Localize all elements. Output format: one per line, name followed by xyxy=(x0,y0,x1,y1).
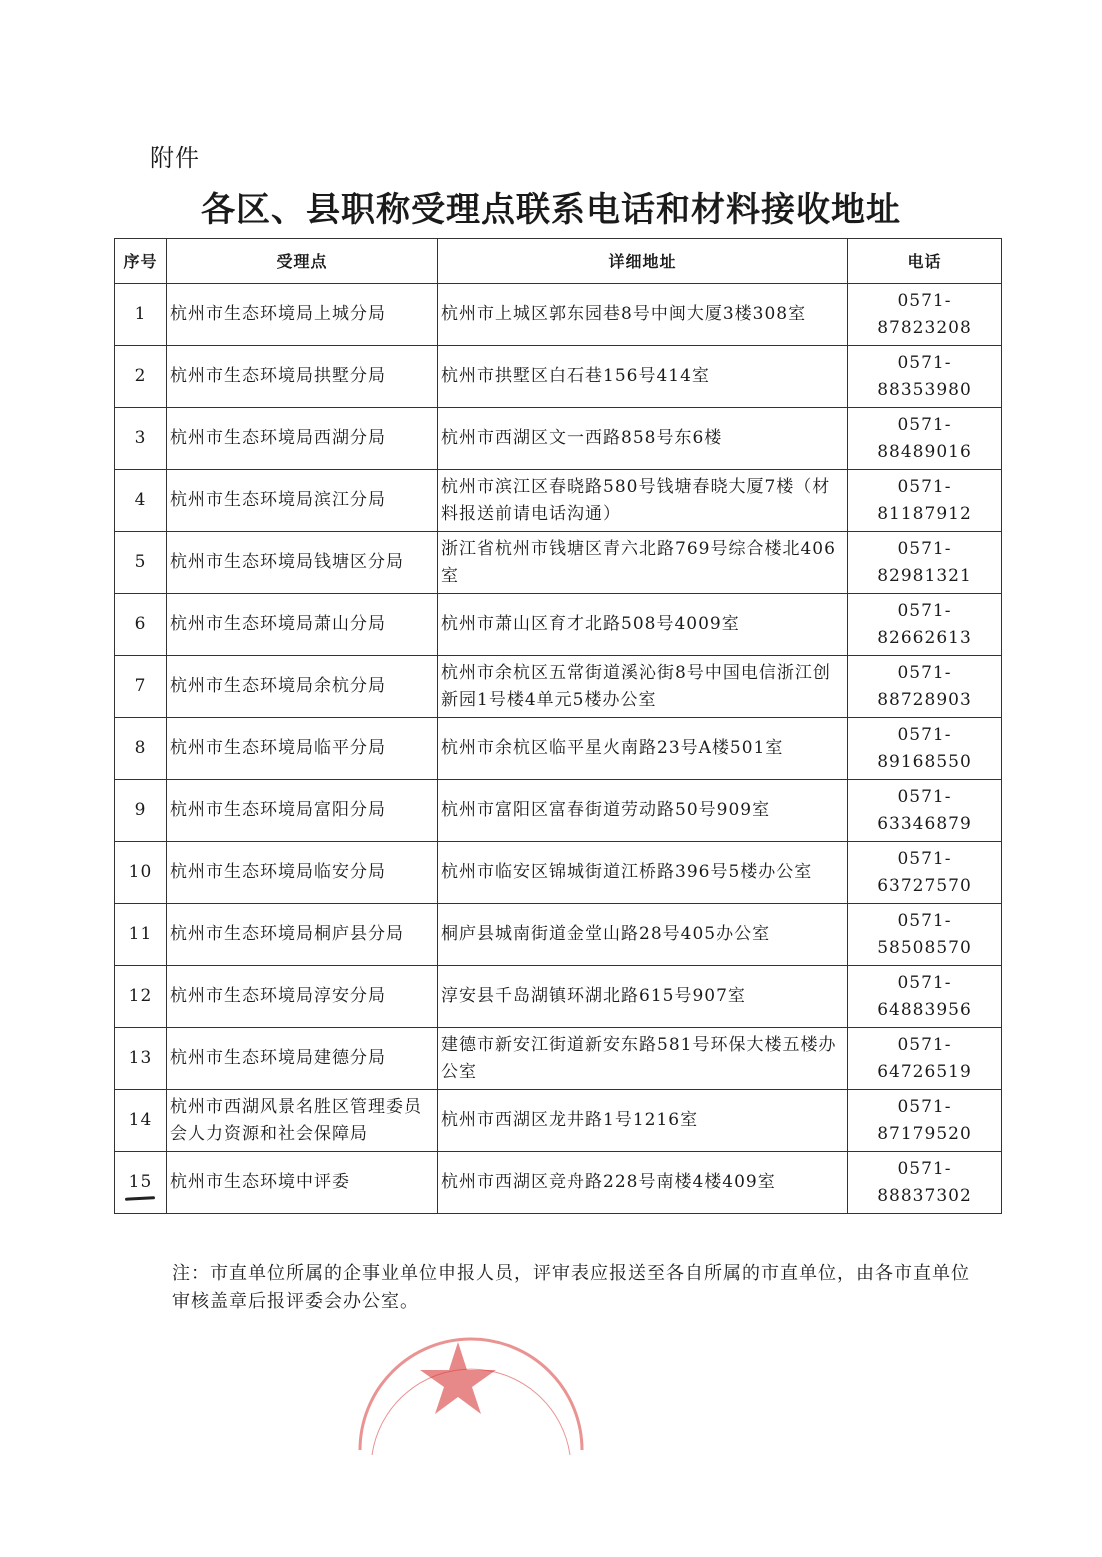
row-number: 9 xyxy=(115,780,167,842)
agency-name: 杭州市生态环境局建德分局 xyxy=(167,1028,438,1090)
phone: 0571-88837302 xyxy=(848,1152,1002,1214)
address: 杭州市滨江区春晓路580号钱塘春晓大厦7楼（材料报送前请电话沟通） xyxy=(438,470,848,532)
handwritten-underline xyxy=(125,1196,155,1201)
seal-star-icon xyxy=(420,1342,496,1414)
attachment-label: 附件 xyxy=(150,144,200,172)
agency-name: 杭州市生态环境局桐庐县分局 xyxy=(167,904,438,966)
row-number: 8 xyxy=(115,718,167,780)
table-row xyxy=(115,1090,1002,1152)
address: 杭州市临安区锦城街道江桥路396号5楼办公室 xyxy=(438,842,848,904)
phone: 0571-88353980 xyxy=(848,346,1002,408)
agency-name: 杭州市生态环境局临平分局 xyxy=(167,718,438,780)
row-number: 14 xyxy=(115,1090,167,1152)
agency-name: 杭州市生态环境局富阳分局 xyxy=(167,780,438,842)
phone: 0571-64883956 xyxy=(848,966,1002,1028)
phone: 0571-88489016 xyxy=(848,408,1002,470)
agency-name: 杭州市生态环境局钱塘区分局 xyxy=(167,532,438,594)
footnote: 注：市直单位所属的企事业单位申报人员，评审表应报送至各自所属的市直单位，由各市直单位审核盖章后报评委会办公室。 xyxy=(172,1263,970,1312)
agency-name: 杭州市生态环境局拱墅分局 xyxy=(167,346,438,408)
phone: 0571-64726519 xyxy=(848,1028,1002,1090)
address: 杭州市西湖区文一西路858号东6楼 xyxy=(438,408,848,470)
table-row xyxy=(115,656,1002,718)
phone: 0571-89168550 xyxy=(848,718,1002,780)
table-row xyxy=(115,1152,1002,1214)
agency-name: 杭州市生态环境局淳安分局 xyxy=(167,966,438,1028)
table-row xyxy=(115,346,1002,408)
table-row xyxy=(115,966,1002,1028)
agency-name: 杭州市西湖风景名胜区管理委员会人力资源和社会保障局 xyxy=(167,1090,438,1152)
address: 浙江省杭州市钱塘区青六北路769号综合楼北406室 xyxy=(438,532,848,594)
phone: 0571-58508570 xyxy=(848,904,1002,966)
contact-table xyxy=(114,238,1002,1214)
row-number: 6 xyxy=(115,594,167,656)
row-number xyxy=(129,1169,153,1196)
agency-name: 杭州市生态环境局西湖分局 xyxy=(167,408,438,470)
header-address: 详细地址 xyxy=(438,239,848,284)
address: 杭州市余杭区临平星火南路23号A楼501室 xyxy=(438,718,848,780)
address: 桐庐县城南街道金堂山路28号405办公室 xyxy=(438,904,848,966)
agency-name: 杭州市生态环境局临安分局 xyxy=(167,842,438,904)
table-row xyxy=(115,408,1002,470)
phone: 0571-87179520 xyxy=(848,1090,1002,1152)
row-number: 4 xyxy=(115,470,167,532)
agency-name: 杭州市生态环境局上城分局 xyxy=(167,284,438,346)
table-row xyxy=(115,1028,1002,1090)
document-title: 各区、县职称受理点联系电话和材料接收地址 xyxy=(201,190,901,230)
address: 杭州市西湖区龙井路1号1216室 xyxy=(438,1090,848,1152)
header-agency: 受理点 xyxy=(167,239,438,284)
address: 杭州市余杭区五常街道溪沁街8号中国电信浙江创新园1号楼4单元5楼办公室 xyxy=(438,656,848,718)
agency-name: 杭州市生态环境局余杭分局 xyxy=(167,656,438,718)
table-row xyxy=(115,718,1002,780)
phone: 0571-88728903 xyxy=(848,656,1002,718)
address: 建德市新安江街道新安东路581号环保大楼五楼办公室 xyxy=(438,1028,848,1090)
address: 杭州市拱墅区白石巷156号414室 xyxy=(438,346,848,408)
header-no: 序号 xyxy=(115,239,167,284)
official-seal-icon xyxy=(340,1290,602,1490)
address: 淳安县千岛湖镇环湖北路615号907室 xyxy=(438,966,848,1028)
agency-name: 杭州市生态环境中评委 xyxy=(167,1152,438,1214)
address: 杭州市富阳区富春街道劳动路50号909室 xyxy=(438,780,848,842)
row-number: 10 xyxy=(115,842,167,904)
phone: 0571-63346879 xyxy=(848,780,1002,842)
row-number: 1 xyxy=(115,284,167,346)
phone: 0571-82981321 xyxy=(848,532,1002,594)
address: 杭州市萧山区育才北路508号4009室 xyxy=(438,594,848,656)
phone: 0571-82662613 xyxy=(848,594,1002,656)
table-row xyxy=(115,284,1002,346)
row-number-text: 15 xyxy=(128,1172,153,1192)
header-phone: 电话 xyxy=(848,239,1002,284)
phone: 0571-81187912 xyxy=(848,470,1002,532)
table-row xyxy=(115,780,1002,842)
table-row xyxy=(115,470,1002,532)
row-number-cell xyxy=(115,1152,167,1214)
agency-name: 杭州市生态环境局滨江分局 xyxy=(167,470,438,532)
row-number: 7 xyxy=(115,656,167,718)
row-number: 5 xyxy=(115,532,167,594)
row-number: 11 xyxy=(115,904,167,966)
agency-name: 杭州市生态环境局萧山分局 xyxy=(167,594,438,656)
table-header-row xyxy=(115,239,1002,284)
table-row xyxy=(115,904,1002,966)
row-number: 3 xyxy=(115,408,167,470)
address: 杭州市上城区郭东园巷8号中闽大厦3楼308室 xyxy=(438,284,848,346)
table-row xyxy=(115,532,1002,594)
address: 杭州市西湖区竞舟路228号南楼4楼409室 xyxy=(438,1152,848,1214)
table-row xyxy=(115,842,1002,904)
table-row xyxy=(115,594,1002,656)
row-number: 12 xyxy=(115,966,167,1028)
row-number: 2 xyxy=(115,346,167,408)
phone: 0571-63727570 xyxy=(848,842,1002,904)
row-number: 13 xyxy=(115,1028,167,1090)
phone: 0571-87823208 xyxy=(848,284,1002,346)
